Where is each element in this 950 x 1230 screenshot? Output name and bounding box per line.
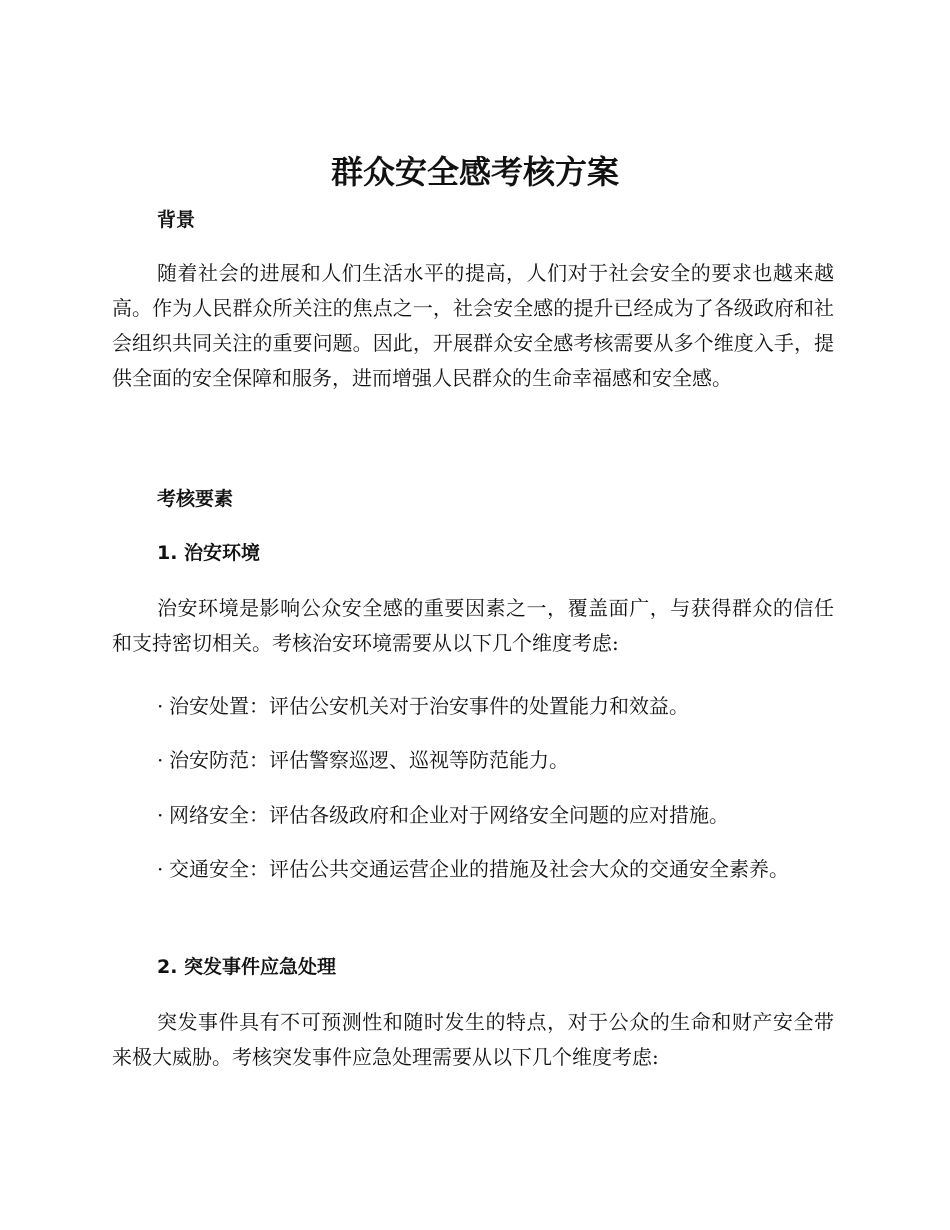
bullet-dot: · [157, 748, 164, 772]
background-paragraph: 随着社会的进展和人们生活水平的提高，人们对于社会安全的要求也越来越高。作为人民群众所关注的焦点之一，社会安全感的提升已经成为了各级政府和社会组织共同关注的重要问题。因此，开展群众安全感考核需要从多个维度入手，提供全面的安全保障和服务，进而增强人民群众的生命幸福感和安全感。 [112, 261, 834, 390]
bullet-text: 治安防范：评估警察巡逻、巡视等防范能力。 [169, 748, 569, 772]
bullet-item [112, 798, 834, 833]
document-title: 群众安全感考核方案 [330, 153, 619, 191]
elements-heading: 考核要素 [157, 488, 234, 510]
bullet-text: 网络安全：评估各级政府和企业对于网络安全问题的应对措施。 [169, 803, 729, 827]
section2-heading: 2. 突发事件应急处理 [157, 956, 337, 978]
section2-intro-paragraph: 突发事件具有不可预测性和随时发生的特点，对于公众的生命和财产安全带来极大威胁。考核突发事件应急处理需要从以下几个维度考虑: [112, 1010, 834, 1069]
bullet-text: 治安处置：评估公安机关对于治安事件的处置能力和效益。 [169, 694, 689, 718]
bullet-item [112, 689, 834, 724]
bullet-item [112, 852, 802, 887]
bullet-dot: · [157, 694, 164, 718]
bullet-text: 交通安全：评估公共交通运营企业的措施及社会大众的交通安全素养。 [169, 857, 789, 881]
background-heading: 背景 [157, 209, 196, 231]
bullet-dot: · [157, 803, 164, 827]
section1-heading: 1. 治安环境 [157, 542, 261, 564]
section1-intro-paragraph: 治安环境是影响公众安全感的重要因素之一，覆盖面广，与获得群众的信任和支持密切相关。考核治安环境需要从以下几个维度考虑: [112, 596, 834, 655]
bullet-dot: · [157, 857, 164, 881]
bullet-item [112, 743, 834, 778]
